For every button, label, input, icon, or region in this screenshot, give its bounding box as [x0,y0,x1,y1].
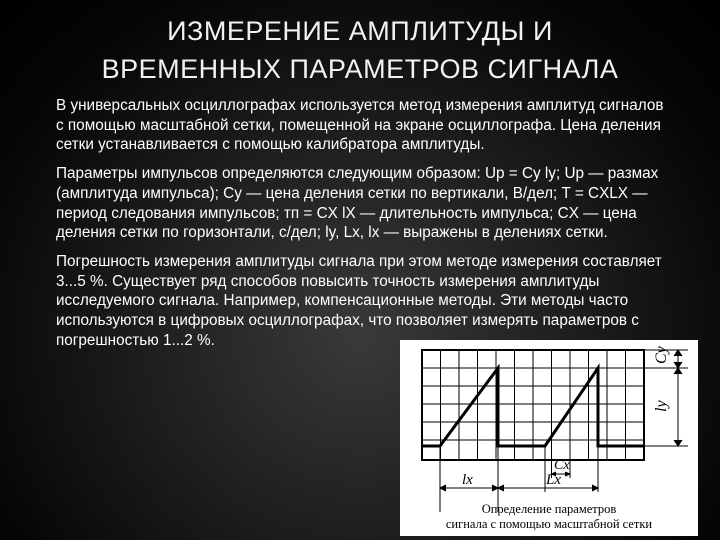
title-line-2: ВРЕМЕННЫХ ПАРАМЕТРОВ СИГНАЛА [101,54,619,84]
label-lx: lx [462,472,473,488]
figure-caption-line-2: сигнала с помощью масштабной сетки [445,517,653,531]
paragraph-accuracy: Погрешность измерения амплитуды сигнала при этом методе измерения составляет 3...5 %. Существует ряд способов повысить точность измерения амплитуды исследуемого сигнала. Например, компенсационные методы. Эти методы часто используются в цифровых осциллографах, что позволяет измерять параметров с погрешностью 1...2 %. [56,252,662,349]
body-text [56,96,668,359]
measurement-grid-figure [400,340,698,536]
label-Lx-period: Lx [546,472,561,488]
figure-caption-line-1: Определение параметров [481,502,617,516]
slide-title [40,12,680,88]
paragraph-parameters: Параметры импульсов определяются следующим образом: Up = Cy ly; Up — размах (амплитуда импульса); Cy — цена деления сетки по вертикали, В/дел; T = CXLX — период следования импульсов; тп = CX lX — длительность импульса; CX — цена деления сетки по горизонтали, с/дел; ly, Lx, lx — выражены в делениях сетки. [56,165,659,242]
paragraph-method: В универсальных осциллографах используется метод измерения амплитуд сигналов с помощью масштабной сетки, помещенной на экране осциллографа. Цена деления сетки устанавливается с помощью калибратора амплитуды. [56,97,664,154]
label-ly: ly [653,400,670,412]
label-cy: Cy [653,346,670,364]
grid-diagram [400,340,698,536]
label-cx: Cx [554,458,570,473]
title-line-1: ИЗМЕРЕНИЕ АМПЛИТУДЫ И [167,16,553,46]
